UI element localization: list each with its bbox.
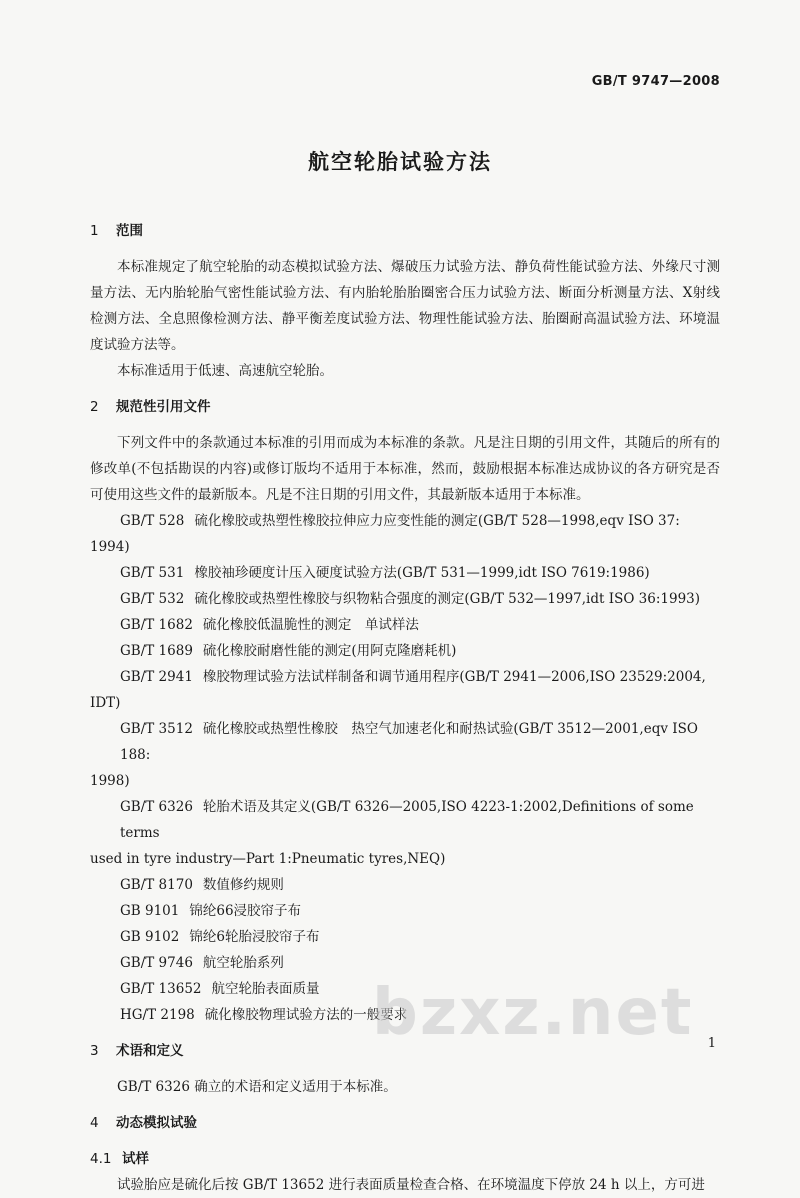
reference-item [90, 950, 720, 976]
page-number: 1 [707, 1036, 716, 1051]
reference-list [90, 508, 720, 1028]
reference-title: 航空轮胎系列 [202, 955, 284, 971]
document-title: 航空轮胎试验方法 [308, 150, 492, 174]
document-body [90, 218, 720, 1198]
reference-title: 橡胶袖珍硬度计压入硬度试验方法(GB/T 531—1999,idt ISO 7619:1986) [194, 565, 650, 581]
watermark: bzxz.net [372, 976, 694, 1050]
reference-title: 锦纶66浸胶帘子布 [189, 903, 302, 919]
reference-code: GB/T 531 [120, 565, 185, 581]
reference-title: 硫化橡胶耐磨性能的测定(用阿克隆磨耗机) [202, 643, 457, 659]
section-2-intro: 下列文件中的条款通过本标准的引用而成为本标准的条款。凡是注日期的引用文件，其随后的所有的修改单(不包括勘误的内容)或修订版均不适用于本标准，然而，鼓励根据本标准达成协议的各方研究是否可使用这些文件的最新版本。凡是不注日期的引用文件，其最新版本适用于本标准。 [90, 435, 720, 503]
reference-title: 硫化橡胶或热塑性橡胶与织物粘合强度的测定(GB/T 532—1997,idt ISO 36:1993) [194, 591, 701, 607]
reference-title: 硫化橡胶物理试验方法的一般要求 [204, 1007, 408, 1023]
section-1-paragraph: 本标准规定了航空轮胎的动态模拟试验方法、爆破压力试验方法、静负荷性能试验方法、外缘尺寸测量方法、无内胎轮胎气密性能试验方法、有内胎轮胎胎圈密合压力试验方法、断面分析测量方法、X射线检测方法、全息照像检测方法、静平衡差度试验方法、物理性能试验方法、胎圈耐高温试验方法、环境温度试验方法等。 [90, 259, 720, 353]
reference-code: GB/T 532 [120, 591, 185, 607]
reference-title: 航空轮胎表面质量 [211, 981, 320, 997]
reference-continuation: 1994) [90, 539, 130, 555]
section-1-applicability: 本标准适用于低速、高速航空轮胎。 [117, 363, 333, 379]
reference-code: GB/T 8170 [120, 877, 193, 893]
reference-item [90, 638, 720, 664]
reference-title: 锦纶6轮胎浸胶帘子布 [189, 929, 320, 945]
reference-item [90, 716, 720, 794]
reference-code: GB/T 3512 [120, 721, 193, 737]
reference-title: 硫化橡胶或热塑性橡胶拉伸应力应变性能的测定(GB/T 528—1998,eqv ISO 37: [194, 513, 680, 529]
reference-code: GB/T 13652 [120, 981, 202, 997]
reference-code: GB 9102 [120, 929, 180, 945]
section-3-paragraph: GB/T 6326 确立的术语和定义适用于本标准。 [117, 1079, 397, 1095]
reference-continuation: used in tyre industry—Part 1:Pneumatic tyres,NEQ) [90, 851, 446, 867]
standard-number: GB/T 9747—2008 [591, 74, 720, 89]
reference-code: GB/T 9746 [120, 955, 193, 971]
reference-title: 硫化橡胶或热塑性橡胶 热空气加速老化和耐热试验(GB/T 3512—2001,eqv ISO 188: [120, 721, 698, 763]
reference-item [90, 794, 720, 872]
reference-code: GB/T 528 [120, 513, 185, 529]
reference-item [90, 924, 720, 950]
reference-item [90, 898, 720, 924]
section-4-1-heading: 4.1 试样 [90, 1151, 149, 1167]
reference-item [90, 560, 720, 586]
reference-item [90, 612, 720, 638]
reference-title: 橡胶物理试验方法试样制备和调节通用程序(GB/T 2941—2006,ISO 23529:2004, [202, 669, 706, 685]
section-1-heading: 1 范围 [90, 223, 143, 239]
reference-item [90, 508, 720, 560]
section-4-heading: 4 动态模拟试验 [90, 1115, 197, 1131]
reference-code: GB/T 1682 [120, 617, 193, 633]
reference-code: GB/T 2941 [120, 669, 193, 685]
section-4-1-paragraph: 试验胎应是硫化后按 GB/T 13652 进行表面质量检查合格、在环境温度下停放 24 h 以上，方可进 [117, 1177, 705, 1193]
reference-continuation: IDT) [90, 695, 121, 711]
reference-item [90, 664, 720, 716]
section-2-heading: 2 规范性引用文件 [90, 399, 211, 415]
reference-code: HG/T 2198 [120, 1007, 195, 1023]
section-3-heading: 3 术语和定义 [90, 1043, 184, 1059]
reference-code: GB/T 6326 [120, 799, 193, 815]
reference-code: GB 9101 [120, 903, 180, 919]
reference-code: GB/T 1689 [120, 643, 193, 659]
reference-item [90, 586, 720, 612]
reference-title: 硫化橡胶低温脆性的测定 单试样法 [202, 617, 419, 633]
reference-title: 数值修约规则 [202, 877, 284, 893]
reference-item [90, 872, 720, 898]
reference-title: 轮胎术语及其定义(GB/T 6326—2005,ISO 4223-1:2002,Definitions of some terms [120, 799, 694, 841]
reference-continuation: 1998) [90, 773, 130, 789]
